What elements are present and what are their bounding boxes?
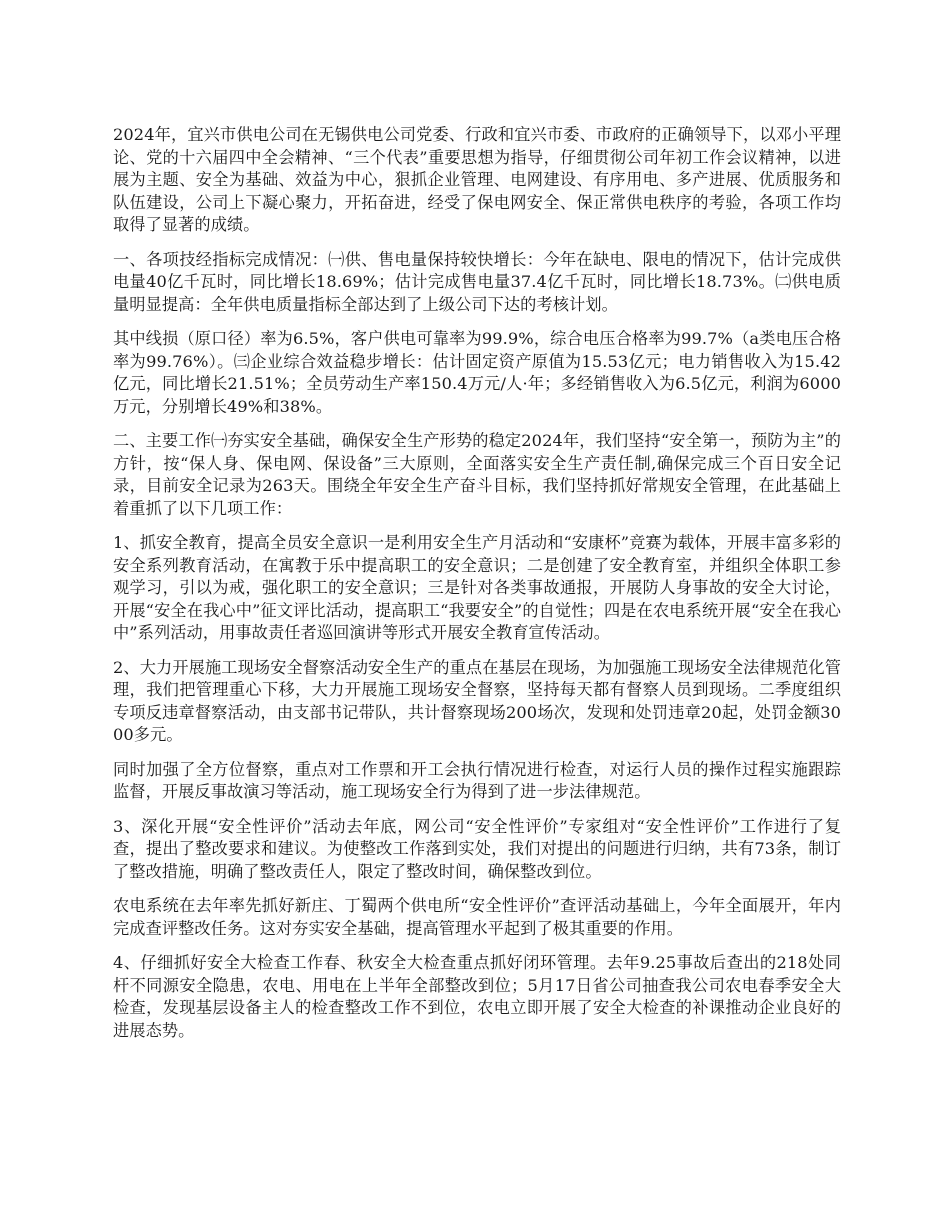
paragraph-all-round-inspection: 同时加强了全方位督察，重点对工作票和开工会执行情况进行检查，对运行人员的操作过程实施跟踪监督，开展反事故演习等活动，施工现场安全行为得到了进一步法律规范。 — [113, 759, 841, 801]
paragraph-rural-power: 农电系统在去年率先抓好新庄、丁蜀两个供电所“安全性评价”查评活动基础上，今年全面展开，年内完成查评整改任务。这对夯实安全基础，提高管理水平起到了极其重要的作用。 — [113, 896, 841, 938]
paragraph-site-inspection: 2、大力开展施工现场安全督察活动安全生产的重点在基层在现场，为加强施工现场安全法律规范化管理，我们把管理重心下移，大力开展施工现场安全督察，坚持每天都有督察人员到现场。二季度组织专项反违章督察活动，由支部书记带队，共计督察现场200场次，发现和处罚违章20起，处罚金额3000多元。 — [113, 657, 841, 744]
paragraph-indicators: 一、各项技经指标完成情况：㈠供、售电量保持较快增长：今年在缺电、限电的情况下，估计完成供电量40亿千瓦时，同比增长18.69%；估计完成售电量37.4亿千瓦时，同比增长18.73%。㈡供电质量明显提高：全年供电质量指标全部达到了上级公司下达的考核计划。 — [113, 249, 841, 314]
paragraph-line-loss: 其中线损（原口径）率为6.5%，客户供电可靠率为99.9%，综合电压合格率为99.7%（a类电压合格率为99.76%）。㈢企业综合效益稳步增长：估计固定资产原值为15.53亿元；电力销售收入为15.42亿元，同比增长21.51%；全员劳动生产率150.4万元/人·年；多经销售收入为6.5亿元，利润为6000万元，分别增长49%和38%。 — [113, 329, 841, 416]
paragraph-safety-check: 4、仔细抓好安全大检查工作春、秋安全大检查重点抓好闭环管理。去年9.25事故后查出的218处同杆不同源安全隐患，农电、用电在上半年全部整改到位；5月17日省公司抽查我公司农电春季安全大检查，发现基层设备主人的检查整改工作不到位，农电立即开展了安全大检查的补课推动企业良好的进展态势。 — [113, 953, 841, 1040]
document-body — [113, 124, 841, 1054]
paragraph-safety-education: 1、抓安全教育，提高全员安全意识一是利用安全生产月活动和“安康杯”竞赛为载体，开展丰富多彩的安全系列教育活动，在寓教于乐中提高职工的安全意识；二是创建了安全教育室，并组织全体职工参观学习，引以为戒，强化职工的安全意识；三是针对各类事故通报，开展防人身事故的安全大讨论，开展“安全在我心中”征文评比活动，提高职工“我要安全”的自觉性；四是在农电系统开展“安全在我心中”系列活动，用事故责任者巡回演讲等形式开展安全教育宣传活动。 — [113, 533, 841, 642]
paragraph-safety-evaluation: 3、深化开展“安全性评价”活动去年底，网公司“安全性评价”专家组对“安全性评价”工作进行了复查，提出了整改要求和建议。为使整改工作落到实处，我们对提出的问题进行归纳，共有73条，制订了整改措施，明确了整改责任人，限定了整改时间，确保整改到位。 — [113, 816, 841, 881]
paragraph-main-work: 二、主要工作㈠夯实安全基础，确保安全生产形势的稳定2024年，我们坚持“安全第一，预防为主”的方针，按“保人身、保电网、保设备”三大原则，全面落实安全生产责任制,确保完成三个百日安全记录，目前安全记录为263天。围绕全年安全生产奋斗目标，我们坚持抓好常规安全管理，在此基础上着重抓了以下几项工作： — [113, 431, 841, 518]
paragraph-intro: 2024年，宜兴市供电公司在无锡供电公司党委、行政和宜兴市委、市政府的正确领导下，以邓小平理论、党的十六届四中全会精神、“三个代表”重要思想为指导，仔细贯彻公司年初工作会议精神，以进展为主题、安全为基础、效益为中心，狠抓企业管理、电网建设、有序用电、多产进展、优质服务和队伍建设，公司上下凝心聚力，开拓奋进，经受了保电网安全、保正常供电秩序的考验，各项工作均取得了显著的成绩。 — [113, 125, 841, 234]
